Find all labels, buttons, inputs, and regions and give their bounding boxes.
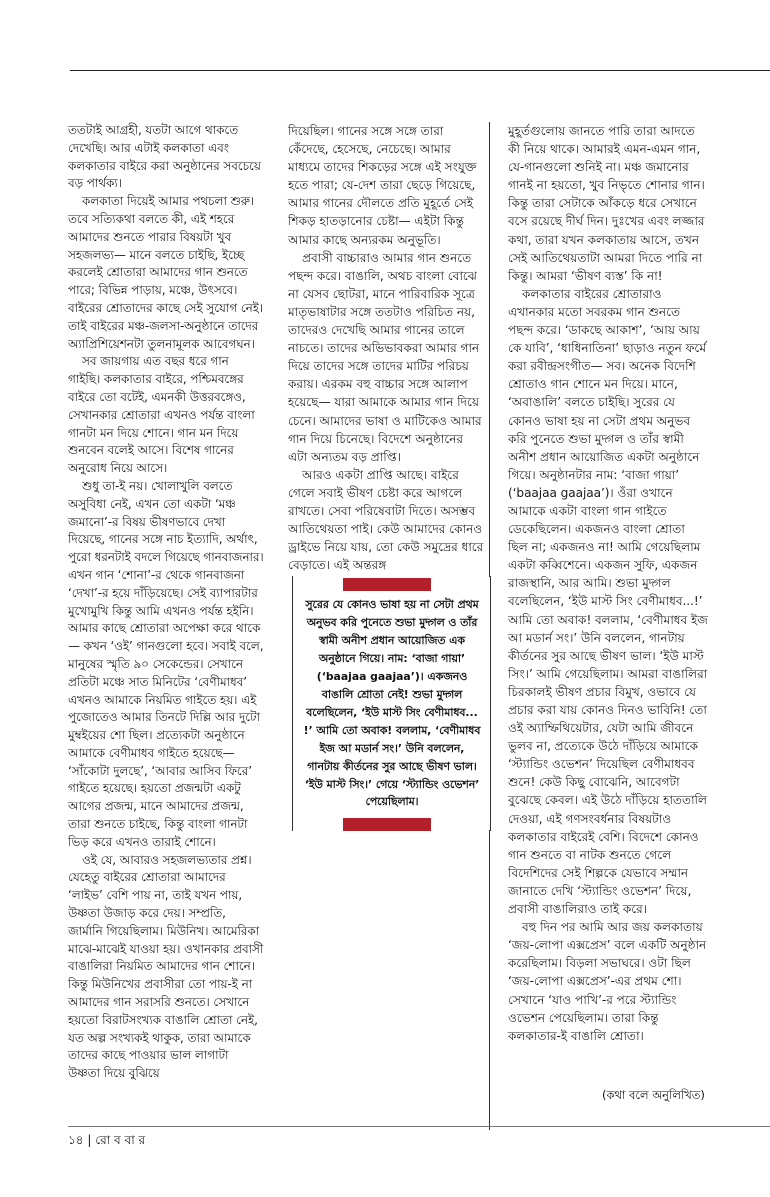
article-column-1: [68, 122, 264, 1083]
paragraph: প্রবাসী বাচ্চারাও আমার গান শুনতে পছন্দ করে। বাঙালি, অথচ বাংলা বোঝে না যেসব ছোটরা, মানে পারিবারিক সূত্রে মাতৃভাষাটার সঙ্গে ততটাও পরিচিত নয়, তাদেরও দেখেছি আমার গানের তালে নাচতে। তাদের অভিভাবকরা আমার গান দিয়ে তাদের সঙ্গে তাদের মাটির পরিচয় করায়। এরকম বহু বাচ্চার সঙ্গে আলাপ হয়েছে— যারা আমাকে আমার গান দিয়ে চেনে। আমাদের ভাষা ও মাটিকেও আমার গান দিয়ে চিনেছে। বিদেশে অনুষ্ঠানের এটা অন্যতম বড় প্রাপ্তি।: [288, 250, 482, 464]
article-column-3: [508, 122, 708, 1045]
paragraph: মুহূর্তগুলোয় জানতে পারি তারা আদতে কী নিয়ে থাকে। আমারই এমন-এমন গান, যে-গানগুলো শুনিই না। মঞ্চ জমানোর গানই না হয়তো, খুব নিভৃতে শোনার গান। কিন্তু তারা সেটাকে আঁকড়ে ধরে সেখানে বসে রয়েছে দীর্ঘ দিন। দুঃখের এবং লজ্জার কথা, তারা যখন কলকাতায় আসে, তখন সেই আতিথেয়তাটা আমরা দিতে পারি না কিন্তু। আমরা ‘ভীষণ ব্যস্ত’ কি না!: [508, 124, 705, 283]
paragraph: আরও একটা প্রাপ্তি আছে। বাইরে গেলে সবাই ভীষণ চেষ্টা করে আগলে রাখতে। সেবা পরিষেবাটা দিতে। অসম্ভব আতিথেয়তা পাই। কেউ আমাদের কোনও ড্রাইভে নিয়ে যায়, তো কেউ সমুদ্রের ধারে বেড়াতে। এই অন্তরঙ্গ: [288, 467, 484, 573]
paragraph: ততটাই আগ্রহী, যতটা আগে থাকতে দেখেছি। আর এটাই কলকাতা এবং কলকাতার বাইরে করা অনুষ্ঠানের সবচেয়ে বড় পার্থক্য।: [68, 123, 261, 191]
footer-separator: |: [87, 1133, 92, 1147]
column-divider: [489, 122, 490, 577]
paragraph: কলকাতার বাইরের শ্রোতারাও এখানকার মতো সবরকম গান শুনতে পছন্দ করে। ‘ডাকছে আকাশ’, ‘আয় আয় কে যাবি’, ‘ধাধিনাতিনা’ ছাড়াও নতুন ফর্মে করা রবীন্দ্রসংগীত— সব। অনেক বিদেশি শ্রোতাও গান শোনে মন দিয়ে। মানে, ‘অবাঙালি’ বলতে চাইছি। সুরের যে কোনও ভাষা হয় না সেটা প্রথম অনুভব করি পুনেতে শুভা মুদ্গল ও তাঁর স্বামী অনীশ প্রধান আয়োজিত একটা অনুষ্ঠানে গিয়ে। অনুষ্ঠানটার নাম: ‘বাজা গায়া’ (‘baajaa gaajaa’)। ওঁরা ওখানে আমাকে একটা বাংলা গান গাইতে ডেকেছিলেন। একজনও বাংলা শ্রোতা ছিল না; একজনও না! আমি গেয়েছিলাম একটা কব্বিশেনে। একজন সুফি, একজন রাজস্থানি, আর আমি। শুভা মুদ্গল বলেছিলেন, ‘ইউ মাস্ট সিং বেণীমাধব...!’ আমি তো অবাক! বললাম, ‘বেণীমাধব ইজ আ মডার্ন সং।’ উনি বললেন, গানটায় কীর্তনের সুর আছে ভীষণ ভাল। ‘ইউ মাস্ট সিং।’ আমি গেয়েছিলাম। আমরা বাঙালিরা চিরকালই ভীষণ প্রচার বিমুখ, ওভাবে যে প্রচার করা যায় কোনও দিনও ভাবিনি! তো ওই অ্যাম্ফিথিয়েটার, যেটা আমি জীবনে ভুলব না, প্রত্যেকে উঠে দাঁড়িয়ে আমাকে ‘স্ট্যান্ডিং ওভেশন’ দিয়েছিল বেণীমাধবব শুনে! কেউ কিছু বোঝেনি, আবেগটা বুঝেছে কেবল। এই উঠে দাঁড়িয়ে হাততালি দেওয়া, এই গণসংবর্ধনার বিষয়টাও কলকাতার বাইরেই বেশি। বিদেশে কোনও গান শুনতে বা নাটক শুনতে গেলে বিদেশিদের সেই শিল্পকে যেভাবে সম্মান জানাতে দেখি ‘স্ট্যান্ডিং ওভেশন’ দিয়ে, প্রবাসী বাঙালিরাও তাই করে।: [508, 286, 708, 917]
page-number: ১৪: [68, 1133, 84, 1147]
magazine-name: রো ব বা র: [95, 1133, 146, 1147]
page-footer: [68, 1132, 145, 1152]
pull-quote: সুরের যে কোনও ভাষা হয় না সেটা প্রথম অনুভব করি পুনেতে শুভা মুদ্গল ও তাঁর স্বামী অনীশ প্রধান আয়োজিত এক অনুষ্ঠানে গিয়ে। নাম: ‘বাজা গায়া’ (‘baajaa gaajaa’)। একজনও বাঙালি শ্রোতা নেই! শুভা মুদ্গল বলেছিলেন, ‘ইউ মাস্ট সিং বেণীমাধব... !’ আমি তো অবাক! বললাম, ‘বেণীমাধব ইজ আ মডার্ন সং।’ উনি বললেন, গানটায় কীর্তনের সুর আছে ভীষণ ভাল। ‘ইউ মাস্ট সিং।’ গেয়ে ‘স্ট্যান্ডিং ওভেশন’ পেয়েছিলাম।: [303, 598, 481, 809]
pull-quote-top-bar: [343, 578, 431, 591]
paragraph: বহু দিন পর আমি আর জয় কলকাতায় ‘জয়-লোপা এক্সপ্রেস’ বলে একটি অনুষ্ঠান করেছিলাম। বিড়লা সভাঘরে। ওটা ছিল ‘জয়-লোপা এক্সপ্রেস’-এর প্রথম শো। সেখানে ‘যাও পাখি’-র পরে স্ট্যান্ডিং ওভেশন পেয়েছিলাম। তারা কিন্তু কলকাতার-ই বাঙালি শ্রোতা।: [508, 920, 707, 1043]
top-rule: [70, 70, 770, 71]
paragraph: কলকাতা দিয়েই আমার পথচলা শুরু। তবে সত্যিকথা বলতে কী, এই শহরে আমাদের শুনতে পারার বিষয়টা খুব সহজলভ্য— মানে বলতে চাইছি, ইচ্ছে করলেই শ্রোতারা আমাদের গান শুনতে পারে; বিভিন্ন পাড়ায়, মঞ্চে, উৎসবে। বাইরের শ্রোতাদের কাছে সেই সুযোগ নেই। তাই বাইরের মঞ্চ-জলসা-অনুষ্ঠানে তাদের অ্যাপ্রিশিয়েশনটা তুলনামূলক আবেগঘন।: [68, 194, 264, 351]
paragraph: ওই যে, আবারও সহজলভ্যতার প্রশ্ন। যেহেতু বাইরের শ্রোতারা আমাদের ‘লাইভ’ বেশি পায় না, তাই যখন পায়, উষ্ণতা উজাড় করে দেয়। সম্প্রতি, জার্মানি গিয়েছিলাম। মিউনিখ। আমেরিকা মাঝে-মাঝেই যাওয়া হয়। ওখানকার প্রবাসী বাঙালিরা নিয়মিত আমাদের গান শোনে। কিন্তু মিউনিখের প্রবাসীরা তো পায়-ই না আমাদের গান সরাসরি শুনতে। সেখানে হয়তো বিরাটসংখ্যক বাঙালি শ্রোতা নেই, যত অল্প সংখ্যকই থাকুক, তারা আমাকে তাদের কাছে পাওয়ার ভাল লাগাটা উষ্ণতা দিয়ে বুঝিয়ে: [68, 852, 264, 1081]
paragraph: সব জায়গায় এত বছর ধরে গান গাইছি। কলকাতার বাইরে, পশ্চিমবঙ্গের বাইরে তো বটেই, এমনকী উত্তরবঙ্গেও, সেখানকার শ্রোতারা এখনও পর্যন্ত বাংলা গানটা মন দিয়ে শোনে। গান মন দিয়ে শুনবেন বলেই আসে। বিশেষ গানের অনুরোধ নিয়ে আসে।: [68, 354, 255, 476]
pull-quote-bottom-bar: [343, 818, 431, 831]
paragraph: শুধু তা-ই নয়। খোলাখুলি বলতে অসুবিধা নেই, এখন তো একটা ‘মঞ্চ জমানো’-র বিষয় ভীষণভাবে দেখা দিয়েছে, গানের সঙ্গে নাচ ইত্যাদি, অর্থাৎ, পুরো ধরনটাই বদলে গিয়েছে গানবাজনার। এখন গান ‘শোনা’-র থেকে গানবাজনা ‘দেখা’-র হয়ে দাঁড়িয়েছে। সেই ব্যাপারটার মুখোমুখি কিন্তু আমি এখনও পর্যন্ত হইনি। আমার কাছে শ্রোতারা অপেক্ষা করে থাকে— কখন ‘ওই’ গানগুলো হবে। সবাই বলে, মানুষের স্মৃতি ৯০ সেকেন্ডের। সেখানে প্রতিটা মঞ্চে সাত মিনিটের ‘বেণীমাধব’ এখনও আমাকে নিয়মিত গাইতে হয়। এই পুজোতেও আমার তিনটে দিল্লি আর দুটো মুম্বইয়ের শো ছিল। প্রত্যেকটা অনুষ্ঠানে আমাকে বেণীমাধব গাইতে হয়েছে— ‘সাঁকোটা দুলছে’, ‘আবার আসিব ফিরে’ গাইতে হয়েছে। হয়তো প্রজন্মটা একটু আগের প্রজন্ম, মানে আমাদের প্রজন্ম, তারা শুনতে চাইছে, কিন্তু বাংলা গানটা ভিড় করে এখনও তারাই শোনে।: [68, 478, 264, 849]
interview-credit: (কথা বলে অনুলিখিত): [602, 1088, 705, 1102]
bottom-rule: [68, 1126, 770, 1127]
paragraph: দিয়েছিল। গানের সঙ্গে সঙ্গে তারা কেঁদেছে, হেসেছে, নেচেছে। আমার মাধ্যমে তাদের শিকড়ের সঙ্গে এই সংযুক্ত হতে পারা; যে-দেশ তারা ছেড়ে গিয়েছে, আমার গানের দৌলতে প্রতি মুহূর্তে সেই শিকড় হাতড়ানোর চেষ্টা— এইটা কিন্তু আমার কাছে অন্যরকম অনুভূতি।: [288, 124, 477, 247]
column-divider: [489, 830, 490, 1130]
article-column-2: [288, 122, 484, 574]
